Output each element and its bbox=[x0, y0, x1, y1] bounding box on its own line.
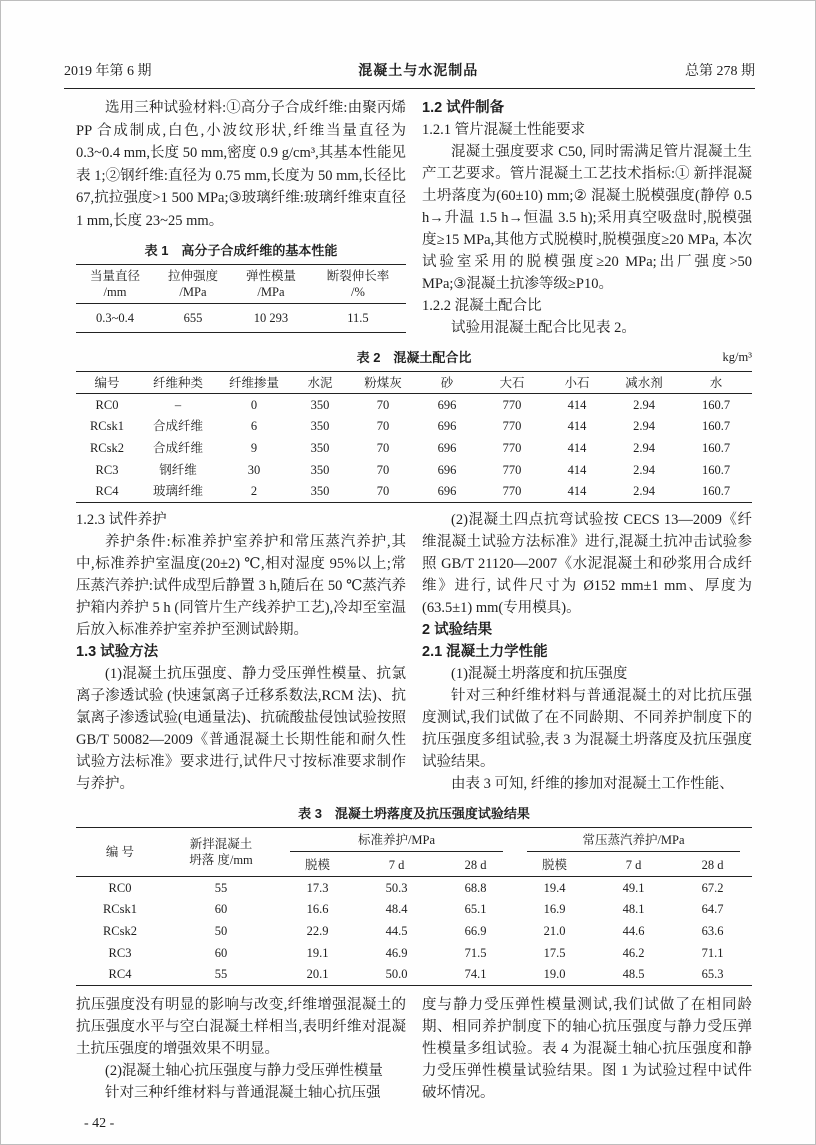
table-header-cell: 纤维种类 bbox=[138, 372, 218, 394]
table-2-unit: kg/m³ bbox=[722, 350, 752, 364]
table-cell: RC0 bbox=[95, 397, 119, 412]
table-cell: 60 bbox=[214, 902, 228, 917]
table-cell: RC4 bbox=[108, 967, 132, 982]
paragraph-strength-discussion: 抗压强度没有明显的影响与改变,纤维增强混凝土的抗压强度水平与空白混凝土样相当,表明纤维对混凝土抗压强度的增强效果不明显。 bbox=[76, 996, 406, 1057]
table-cell: RC0 bbox=[108, 880, 132, 895]
table-1-body bbox=[76, 304, 406, 333]
paragraph-test-method-1: (1)混凝土抗压强度、静力受压弹性模量、抗氯离子渗透试验 (快速氯离子迁移系数法,RCM 法)、抗氯离子渗透试验(电通量法)、抗硫酸盐侵蚀试验按照 GB/T 50082—2009《普通混凝土长期性能和耐久性试验方法标准》要求进行,试件尺寸按标准要求制作与养护。 bbox=[76, 665, 406, 792]
table-cell: 9 bbox=[250, 440, 258, 455]
column-left-1 bbox=[76, 97, 406, 339]
table-row bbox=[76, 304, 406, 333]
table-cell: 2.94 bbox=[633, 419, 655, 434]
table-header-group-standard: 标准养护/MPa bbox=[278, 827, 515, 855]
table-cell: 68.8 bbox=[464, 880, 487, 895]
table-cell: 48.1 bbox=[622, 902, 645, 917]
table-cell: 70 bbox=[376, 462, 390, 477]
table-cell: 2.94 bbox=[633, 484, 655, 499]
table-cell: – bbox=[174, 397, 182, 412]
table-cell: 20.1 bbox=[306, 967, 329, 982]
table-cell: 696 bbox=[437, 440, 457, 455]
paragraph-axial-start: 针对三种纤维材料与普通混凝土轴心抗压强 bbox=[105, 1084, 381, 1101]
table-cell: 414 bbox=[567, 397, 587, 412]
table-cell: 74.1 bbox=[464, 967, 487, 982]
table-cell: 19.4 bbox=[543, 880, 566, 895]
table-cell: 414 bbox=[567, 419, 587, 434]
table-cell: 414 bbox=[567, 462, 587, 477]
table-cell: RC3 bbox=[95, 462, 119, 477]
table-cell: 2.94 bbox=[633, 462, 655, 477]
table-header-cell: 砂 bbox=[416, 372, 478, 394]
table-cell: 655 bbox=[183, 311, 203, 325]
table-cell: 22.9 bbox=[306, 923, 329, 938]
paragraph-curing: 养护条件:标准养护室养护和常压蒸汽养护,其中,标准养护室温度(20±2) ℃,相对湿度 95%以上;常压蒸汽养护:试件成型后静置 3 h,随后在 50 ℃蒸汽养护箱内养护 5 h (同管片生产线养护工艺),冷却至室温后放入标准养护室养护至测试龄期。 bbox=[76, 533, 406, 638]
header-issue-number: 2019 年第 6 期 bbox=[64, 64, 152, 79]
table-row bbox=[76, 920, 752, 942]
table-cell: 160.7 bbox=[701, 419, 731, 434]
table-2-caption bbox=[76, 349, 752, 366]
table-header-cell: 7 d bbox=[594, 855, 673, 877]
table-cell: 71.5 bbox=[464, 945, 487, 960]
table-2 bbox=[76, 349, 752, 503]
paragraph-slump-strength-title: (1)混凝土坍落度和抗压强度 bbox=[451, 665, 628, 682]
table-header-cell: 当量直径 /mm bbox=[76, 265, 154, 304]
section-heading-1-2-1: 1.2.1 管片混凝土性能要求 bbox=[422, 122, 586, 138]
text-row-1 bbox=[76, 97, 752, 339]
paragraph-materials: 选用三种试验材料:①高分子合成纤维:由聚丙烯 PP 合成制成,白色,小波纹形状,纤维当量直径为 0.3~0.4 mm,长度 50 mm,密度 0.9 g/cm³,其基本性能见表 1;②钢纤维:直径为 0.75 mm,长度为 50 mm,长径比 67,抗拉强度>1 500 MPa;③玻璃纤维:玻璃纤维束直径 1 mm,长度 23~25 mm。 bbox=[76, 100, 406, 229]
page-number: - 42 - bbox=[84, 1115, 115, 1131]
table-cell: 66.9 bbox=[464, 923, 487, 938]
section-heading-1-3: 1.3 试验方法 bbox=[76, 643, 159, 660]
table-cell: 50 bbox=[214, 923, 228, 938]
table-header-cell: 编 号 bbox=[76, 827, 164, 876]
table-cell: 55 bbox=[214, 967, 228, 982]
table-cell: 44.6 bbox=[622, 923, 645, 938]
paragraph-compressive-tests: 针对三种纤维材料与普通混凝土的对比抗压强度测试,我们试做了在不同龄期、不同养护制度下的抗压强度多组试验,表 3 为混凝土坍落度及抗压强度试验结果。 bbox=[422, 687, 752, 770]
table-header-cell: 纤维掺量 bbox=[218, 372, 290, 394]
table-header-cell: 脱模 bbox=[515, 855, 594, 877]
table-cell: 19.0 bbox=[543, 967, 566, 982]
table-cell: 2.94 bbox=[633, 397, 655, 412]
table-header-cell: 脱模 bbox=[278, 855, 357, 877]
paragraph-performance-requirements: 混凝土强度要求 C50, 同时需满足管片混凝土生产工艺要求。管片混凝土工艺技术指标:① 新拌混凝土坍落度为(60±10) mm;② 混凝土脱模强度(静停 0.5 h→升温 1.5 h→恒温 3.5 h);采用真空吸盘时,脱模强度≥15 MPa,其他方式脱模时,脱模强度≥20 MPa, 本次试验室采用的脱模强度≥20 MPa;出厂强度>50 MPa;③混凝土抗渗等级≥P10。 bbox=[422, 144, 752, 292]
table-2-header-row bbox=[76, 372, 752, 394]
table-cell: 696 bbox=[437, 462, 457, 477]
table-header-group-steam: 常压蒸汽养护/MPa bbox=[515, 827, 752, 855]
table-cell: 44.5 bbox=[385, 923, 408, 938]
table-cell: RCsk1 bbox=[102, 902, 138, 917]
table-cell: 63.6 bbox=[701, 923, 724, 938]
table-3-caption: 表 3 混凝土坍落度及抗压强度试验结果 bbox=[298, 805, 530, 821]
table-cell: 70 bbox=[376, 440, 390, 455]
table-cell: 46.2 bbox=[622, 945, 645, 960]
table-cell: RCsk2 bbox=[89, 440, 125, 455]
table-header-cell: 大石 bbox=[478, 372, 546, 394]
table-cell: 350 bbox=[310, 419, 330, 434]
table-3-group-header-row bbox=[76, 827, 752, 855]
table-cell: 2 bbox=[250, 484, 258, 499]
table-3 bbox=[76, 805, 752, 986]
section-heading-1-2-2: 1.2.2 混凝土配合比 bbox=[422, 298, 542, 314]
table-header-cell: 7 d bbox=[357, 855, 436, 877]
table-header-cell: 编号 bbox=[76, 372, 138, 394]
section-heading-2-1: 2.1 混凝土力学性能 bbox=[422, 643, 548, 660]
table-cell: 350 bbox=[310, 462, 330, 477]
table-cell: 60 bbox=[214, 945, 228, 960]
table-cell: 770 bbox=[502, 484, 522, 499]
table-header-cell: 拉伸强度 /MPa bbox=[154, 265, 232, 304]
table-cell: 64.7 bbox=[701, 902, 724, 917]
table-cell: 17.3 bbox=[306, 880, 329, 895]
table-cell: 696 bbox=[437, 397, 457, 412]
paragraph-mix-ratio: 试验用混凝土配合比见表 2。 bbox=[451, 320, 636, 336]
table-cell: 0.3~0.4 bbox=[95, 311, 134, 325]
table-cell: 770 bbox=[502, 419, 522, 434]
table-cell: 160.7 bbox=[701, 397, 731, 412]
table-cell: 19.1 bbox=[306, 945, 329, 960]
column-right-3 bbox=[422, 994, 752, 1104]
table-3-body bbox=[76, 876, 752, 985]
table-2-body bbox=[76, 394, 752, 503]
table-cell: 67.2 bbox=[701, 880, 724, 895]
journal-title: 混凝土与水泥制品 bbox=[358, 64, 479, 79]
table-cell: 50.3 bbox=[385, 880, 408, 895]
table-cell: 钢纤维 bbox=[159, 462, 197, 477]
table-header-cell: 水泥 bbox=[290, 372, 350, 394]
table-cell: 350 bbox=[310, 484, 330, 499]
table-header-cell: 减水剂 bbox=[608, 372, 680, 394]
table-header-cell: 28 d bbox=[436, 855, 515, 877]
table-cell: 17.5 bbox=[543, 945, 566, 960]
table-cell: 21.0 bbox=[543, 923, 566, 938]
table-cell: 770 bbox=[502, 440, 522, 455]
table-header-cell: 小石 bbox=[546, 372, 608, 394]
table-cell: RCsk1 bbox=[89, 419, 125, 434]
table-1-caption: 表 1 高分子合成纤维的基本性能 bbox=[144, 243, 338, 258]
table-cell: 49.1 bbox=[622, 880, 645, 895]
table-header-cell: 弹性模量 /MPa bbox=[232, 265, 310, 304]
table-cell: 414 bbox=[567, 484, 587, 499]
table-row bbox=[76, 416, 752, 438]
table-cell: 48.4 bbox=[385, 902, 408, 917]
table-cell: 160.7 bbox=[701, 484, 731, 499]
paragraph-axial-continued: 度与静力受压弹性模量测试,我们试做了在相同龄期、相同养护制度下的轴心抗压强度与静力受压弹性模量多组试验。表 4 为混凝土轴心抗压强度和静力受压弹性模量试验结果。图 1 为试验过程中试件破坏情况。 bbox=[422, 996, 752, 1101]
table-cell: 770 bbox=[502, 462, 522, 477]
column-right-1 bbox=[422, 97, 752, 339]
table-header-cell: 水 bbox=[680, 372, 752, 394]
table-cell: 0 bbox=[250, 397, 258, 412]
table-cell: 696 bbox=[437, 484, 457, 499]
column-right-2 bbox=[422, 509, 752, 795]
table-cell: 玻璃纤维 bbox=[152, 484, 203, 499]
table-cell: 16.6 bbox=[306, 902, 329, 917]
table-cell: 70 bbox=[376, 484, 390, 499]
table-cell: 2.94 bbox=[633, 440, 655, 455]
section-heading-1-2-3: 1.2.3 试件养护 bbox=[76, 511, 167, 528]
table-cell: 160.7 bbox=[701, 440, 731, 455]
table-cell: 70 bbox=[376, 419, 390, 434]
table-row bbox=[76, 394, 752, 416]
page-body bbox=[76, 97, 752, 1132]
table-cell: 50.0 bbox=[385, 967, 408, 982]
table-row bbox=[76, 459, 752, 481]
table-1-header-row bbox=[76, 265, 406, 304]
table-cell: 6 bbox=[250, 419, 258, 434]
section-heading-2: 2 试验结果 bbox=[422, 621, 493, 638]
table-header-cell: 28 d bbox=[673, 855, 752, 877]
header-volume-number: 总第 278 期 bbox=[685, 64, 755, 79]
table-cell: 65.1 bbox=[464, 902, 487, 917]
paragraph-axial-title: (2)混凝土轴心抗压强度与静力受压弹性模量 bbox=[105, 1062, 383, 1079]
table-cell: 16.9 bbox=[543, 902, 566, 917]
table-header-cell: 新拌混凝土 坍落 度/mm bbox=[164, 827, 278, 876]
table-cell: 30 bbox=[247, 462, 261, 477]
table-2-caption-text: 表 2 混凝土配合比 bbox=[356, 350, 472, 365]
table-header-cell: 粉煤灰 bbox=[350, 372, 416, 394]
table-cell: 350 bbox=[310, 440, 330, 455]
table-row bbox=[76, 480, 752, 502]
table-cell: RCsk2 bbox=[102, 923, 138, 938]
table-row bbox=[76, 876, 752, 898]
table-1 bbox=[76, 242, 406, 333]
table-cell: 55 bbox=[214, 880, 228, 895]
table-cell: 71.1 bbox=[701, 945, 724, 960]
table-row bbox=[76, 899, 752, 921]
table-header-cell: 断裂伸长率 /% bbox=[310, 265, 406, 304]
paragraph-table3-conclusion-start: 由表 3 可知, 纤维的掺加对混凝土工作性能、 bbox=[451, 775, 734, 792]
table-row bbox=[76, 942, 752, 964]
table-cell: 160.7 bbox=[701, 462, 731, 477]
column-left-2 bbox=[76, 509, 406, 795]
table-cell: 48.5 bbox=[622, 967, 645, 982]
text-row-3 bbox=[76, 994, 752, 1104]
text-row-2 bbox=[76, 509, 752, 795]
table-cell: 696 bbox=[437, 419, 457, 434]
table-cell: 770 bbox=[502, 397, 522, 412]
table-cell: RC4 bbox=[95, 484, 119, 499]
table-cell: 合成纤维 bbox=[152, 440, 203, 455]
paragraph-test-method-2: (2)混凝土四点抗弯试验按 CECS 13—2009《纤维混凝土试验方法标准》进行,混凝土抗冲击试验参照 GB/T 21120—2007《水泥混凝土和砂浆用合成纤维》进行, 试件尺寸为 Ø152 mm±1 mm、厚度为(63.5±1) mm(专用模具)。 bbox=[422, 511, 752, 616]
page-header bbox=[64, 63, 755, 89]
table-cell: 46.9 bbox=[385, 945, 408, 960]
section-heading-1-2: 1.2 试件制备 bbox=[422, 100, 505, 116]
table-cell: 65.3 bbox=[701, 967, 724, 982]
table-cell: 414 bbox=[567, 440, 587, 455]
table-cell: 11.5 bbox=[347, 311, 369, 325]
table-cell: RC3 bbox=[108, 945, 132, 960]
table-cell: 70 bbox=[376, 397, 390, 412]
table-row bbox=[76, 963, 752, 985]
table-cell: 合成纤维 bbox=[152, 419, 203, 434]
column-left-3 bbox=[76, 994, 406, 1104]
table-row bbox=[76, 437, 752, 459]
table-cell: 350 bbox=[310, 397, 330, 412]
table-cell: 10 293 bbox=[253, 311, 289, 325]
